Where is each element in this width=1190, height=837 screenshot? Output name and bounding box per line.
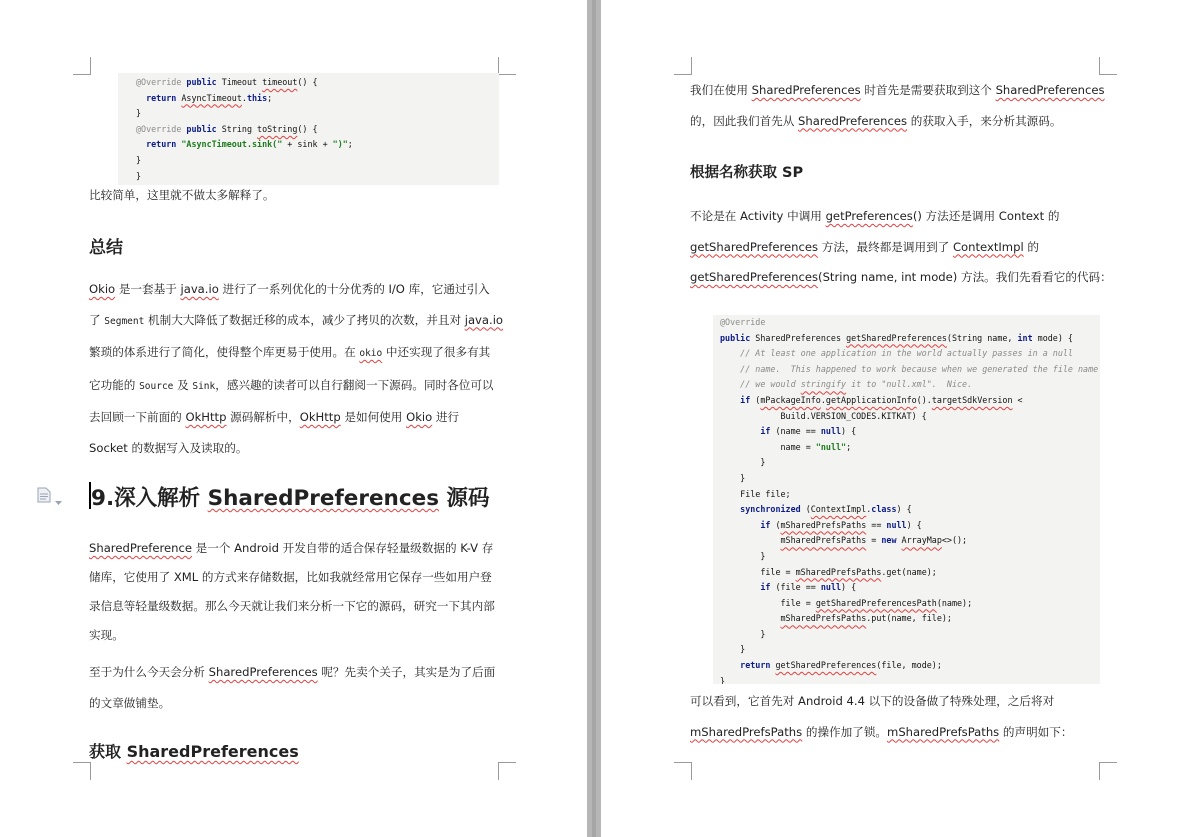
code-token: null: [820, 582, 842, 593]
code-token: ContextImpl: [810, 504, 867, 515]
text-run: 时首先是需要获取到这个: [860, 83, 996, 97]
code-token: .: [820, 394, 826, 405]
code-token: new: [881, 535, 902, 546]
code-line: [713, 440, 1100, 456]
description-paragraph: [690, 201, 1112, 293]
code-token: targetSdkVersion: [931, 394, 1013, 405]
code-token: getApplicationInfo: [825, 394, 917, 405]
text-run: 的获取入手，来分析其源码。: [907, 113, 1062, 128]
text-run: 录信息等轻量级数据。那么今天就让我们来分析一下它的源码，研究一下其内部: [89, 599, 495, 613]
code-line: [713, 455, 1100, 471]
code-token: return: [136, 139, 182, 150]
code-token: // we would: [720, 379, 801, 390]
crop-mark: [674, 762, 692, 780]
text-run: ContextImpl: [952, 239, 1024, 254]
code-token: ;: [267, 92, 273, 103]
code-token: ;: [846, 441, 852, 452]
code-token: public: [720, 332, 756, 343]
code-line: [713, 424, 1100, 440]
paragraph-line: [690, 717, 1100, 748]
code-token: int: [1017, 332, 1033, 343]
obtain-heading-prefix: 获取: [89, 742, 127, 761]
text-run: 是如何使用: [340, 410, 407, 424]
document-page-left: [0, 0, 587, 837]
code-token: "null": [815, 441, 847, 452]
text-run: java.io: [180, 282, 219, 296]
code-token: null: [820, 426, 842, 437]
code-token: AsyncTimeout: [181, 92, 242, 103]
code-line: [713, 346, 1100, 362]
crop-mark: [674, 57, 692, 75]
code-line: [713, 627, 1100, 643]
code-token: @Override: [136, 77, 182, 87]
code-line: [713, 393, 1100, 409]
code-token: mSharedPrefsPaths: [780, 613, 867, 624]
code-token: + sink +: [282, 139, 333, 150]
obtain-heading-keyword: SharedPreferences: [126, 742, 299, 761]
paragraph-line: [89, 657, 504, 688]
text-run: 不论是在 Activity 中调用: [690, 209, 826, 223]
code-line: [118, 153, 499, 169]
text-run: getSharedPreferences: [690, 239, 819, 254]
code-token: getSharedPreferences: [775, 660, 877, 671]
code-token: @Override: [720, 317, 766, 327]
code-token: (: [805, 504, 811, 515]
code-line: [713, 502, 1100, 518]
paragraph-line: [690, 686, 1100, 717]
text-run: Sink: [192, 380, 216, 392]
code-token: getSharedPreferencesPath: [815, 597, 937, 608]
chapter-title-suffix: 源码: [439, 486, 490, 511]
code-token: }: [720, 550, 766, 561]
text-run: 了: [89, 312, 105, 327]
code-token: Build.VERSION_CODES.KITKAT) {: [720, 410, 927, 421]
code-line: [713, 331, 1100, 347]
code-line: [713, 674, 1100, 684]
text-run: 进行了一系列优化的十分优秀的 I/O 库，它通过引入: [218, 282, 490, 296]
code-token: timeout: [262, 77, 298, 87]
code-token: ArrayMap: [901, 535, 942, 546]
text-run: () 方法还是调用 Context 的: [912, 209, 1060, 223]
text-run: SharedPreferences: [208, 665, 318, 679]
text-run: SharedPreferences: [798, 113, 908, 128]
text-run: ，感兴趣的读者可以自行翻阅一下源码。同时各位可以: [215, 377, 494, 392]
code-token: ().: [916, 394, 932, 405]
code-line: [713, 315, 1100, 331]
code-token: ==: [866, 519, 887, 530]
paragraph-line: [89, 534, 504, 563]
code-token: ")": [332, 139, 348, 150]
code-token: }: [720, 644, 746, 655]
code-token: }: [136, 170, 142, 181]
text-run: 繁琐的体系进行了简化，使得整个库更易于使用。在: [89, 345, 360, 359]
code-token: @Override: [136, 123, 182, 134]
code-token: SharedPreferences: [755, 332, 847, 343]
paragraph-line: [89, 402, 504, 433]
code-token: [720, 613, 781, 623]
code-token: (file ==: [775, 582, 821, 593]
text-run: 储库，它使用了 XML 的方式来存储数据，比如我就经常用它保存一些如用户登: [89, 570, 492, 584]
code-token: ) {: [841, 426, 857, 437]
code-token: mSharedPrefsPaths: [780, 535, 867, 546]
code-token: .put(name, file);: [866, 613, 952, 624]
section-heading: 根据名称获取 SP: [690, 165, 804, 181]
code-token: toString: [257, 123, 298, 134]
usage-paragraph: [690, 75, 1105, 136]
text-run: 及: [173, 377, 193, 392]
summary-paragraph: [89, 274, 504, 463]
text-run: mSharedPrefsPaths: [887, 724, 1000, 739]
text-run: SharedPreferences: [995, 83, 1105, 97]
code-line: [713, 518, 1100, 534]
text-run: 源码解析中，: [226, 410, 300, 424]
text-run: 方法，最终都是调用到了: [818, 239, 953, 254]
code-token: (String name,: [946, 332, 1018, 343]
code-token: <>();: [941, 535, 968, 546]
text-run: 是一个 Android 开发自带的适合保存轻量级数据的 K-V 存: [191, 541, 494, 555]
text-run: OkHttp: [185, 410, 227, 424]
text-run: 的声明如下：: [999, 724, 1073, 739]
text-run: okio: [359, 348, 383, 359]
paragraph-line: [89, 274, 504, 305]
paragraph-line: [690, 106, 1100, 137]
code-token: if: [720, 582, 776, 593]
code-token: return: [136, 92, 182, 103]
code-token: }: [136, 154, 142, 165]
intro-paragraph: [89, 534, 504, 650]
text-run: SharedPreferences: [751, 83, 861, 97]
code-line: [713, 596, 1100, 612]
text-run: 呢？先卖个关子，其实是为了后面: [317, 665, 496, 679]
code-line: [713, 580, 1100, 596]
paragraph-line: [89, 592, 504, 621]
code-token: <: [1012, 394, 1023, 405]
code-block-timeout: [118, 73, 499, 185]
code-token: Timeout: [221, 77, 263, 87]
code-token: file =: [720, 597, 816, 608]
why-paragraph: [89, 657, 504, 718]
code-token: }: [720, 457, 766, 468]
summary-heading: 总结: [89, 238, 123, 258]
text-run: 的，因此我们首先从: [690, 113, 799, 128]
document-page-right: [601, 0, 1190, 837]
chapter-title: [91, 481, 490, 512]
code-token: // name. This happened to work because when we generated the file name: [720, 363, 1099, 374]
text-run: Segment: [104, 315, 145, 327]
code-line: [118, 91, 499, 107]
code-block-get-shared-preferences: [713, 315, 1100, 684]
text-run: 进行: [432, 410, 460, 424]
code-line: [713, 362, 1100, 378]
text-run: (String name, int mode) 方法。我们先看看它的代码：: [818, 270, 1112, 284]
code-token: public: [181, 123, 222, 134]
paragraph-line: [89, 433, 504, 464]
code-token: }: [720, 675, 726, 684]
code-token: if: [720, 519, 776, 530]
crop-mark: [498, 57, 516, 75]
crop-mark: [1099, 57, 1117, 75]
crop-mark: [1099, 762, 1117, 780]
paragraph-line: [89, 337, 504, 370]
code-line: [713, 471, 1100, 487]
obtain-heading: [89, 739, 299, 762]
text-run: 是一套基于: [115, 282, 181, 296]
code-token: (: [755, 394, 761, 405]
paragraph-line: [89, 563, 504, 592]
text-run: SharedPreference: [89, 541, 192, 555]
code-token: ) {: [906, 519, 922, 530]
code-line: [713, 549, 1100, 565]
document-icon[interactable]: [37, 487, 51, 507]
text-run: 可以看到，它首先对 Android 4.4 以下的设备做了特殊处理，之后将对: [690, 694, 1055, 708]
paragraph-line: [89, 621, 504, 650]
code-token: () {: [297, 123, 318, 134]
text-run: 去回顾一下前面的: [89, 410, 186, 424]
analysis-paragraph: [690, 686, 1100, 747]
code-token: "AsyncTimeout.sink(": [181, 139, 283, 150]
text-run: 的: [1023, 239, 1039, 254]
code-token: .get(name);: [881, 566, 937, 577]
text-run: Okio: [89, 282, 116, 296]
code-line: [713, 565, 1100, 581]
paragraph-line: [89, 370, 504, 403]
page-gutter: [587, 0, 601, 837]
code-token: ) {: [896, 504, 912, 515]
code-token: it to "null.xml". Nice.: [846, 379, 973, 390]
code-line: [713, 533, 1100, 549]
code-token: // At least one application in the world actually passes in a null: [720, 348, 1073, 359]
code-line: [713, 487, 1100, 503]
code-token: stringify: [800, 379, 847, 390]
code-token: null: [886, 519, 907, 530]
code-line: [118, 137, 499, 153]
code-line: [118, 122, 499, 138]
chapter-title-prefix: 9.深入解析: [91, 486, 208, 511]
text-run: getSharedPreferences: [690, 270, 819, 284]
code-line: [713, 642, 1100, 658]
code-line: [118, 75, 499, 91]
text-run: java.io: [464, 312, 504, 327]
code-line: [713, 658, 1100, 674]
chevron-down-icon[interactable]: [55, 491, 62, 510]
code-token: class: [871, 504, 897, 515]
code-token: }: [720, 628, 766, 639]
code-token: mPackageInfo: [760, 394, 821, 405]
paragraph-line: [89, 305, 504, 338]
paragraph-line: [690, 75, 1105, 106]
code-token: =: [866, 535, 882, 546]
text-run: 它功能的: [89, 377, 140, 392]
text-run: OkHttp: [299, 410, 341, 424]
code-token: mSharedPrefsPaths: [795, 566, 882, 577]
crop-mark: [498, 762, 516, 780]
code-token: return: [720, 660, 776, 671]
text-run: Okio: [406, 410, 433, 424]
paragraph-line: [690, 262, 1112, 293]
crop-mark: [73, 57, 91, 75]
code-token: file =: [720, 566, 796, 577]
text-run: 中还实现了很多有其: [382, 345, 491, 359]
text-run: getPreferences: [825, 209, 913, 223]
code-token: getSharedPreferences: [846, 332, 947, 343]
text-run: Source: [139, 380, 174, 392]
code-token: () {: [297, 77, 318, 87]
crop-mark: [73, 762, 91, 780]
code-token: this: [246, 92, 268, 103]
code-token: (name ==: [775, 426, 821, 437]
code-token: mSharedPrefsPaths: [780, 519, 867, 530]
paragraph-line: [89, 688, 504, 719]
code-token: [720, 535, 781, 545]
code-token: }: [136, 108, 142, 119]
code-token: name =: [720, 441, 816, 452]
text-run: 我们在使用: [690, 83, 752, 97]
code-token: (name);: [936, 597, 973, 608]
code-line: [713, 409, 1100, 425]
code-token: mode) {: [1032, 332, 1073, 343]
code-token: }: [720, 472, 746, 483]
code-token: public: [181, 77, 222, 87]
code-token: (file, mode);: [876, 660, 942, 671]
code-token: ) {: [841, 582, 857, 593]
text-run: 的文章做铺垫。: [89, 695, 171, 710]
after-code-text: 比较简单，这里就不做太多解释了。: [89, 188, 275, 202]
code-token: ;: [347, 139, 353, 150]
text-run: 机制大大降低了数据迁移的成本，减少了拷贝的次数，并且对: [144, 312, 465, 327]
text-run: 至于为什么今天会分析: [89, 665, 209, 679]
paragraph-line: [690, 232, 1100, 263]
code-token: .: [241, 92, 247, 103]
text-run: 的操作加了锁。: [802, 724, 888, 739]
code-token: if: [720, 394, 756, 405]
code-token: .: [866, 504, 872, 515]
text-run: Socket 的数据写入及读取的。: [89, 440, 248, 455]
code-token: synchronized: [720, 504, 806, 515]
code-line: [713, 611, 1100, 627]
code-token: if: [720, 426, 776, 437]
code-token: File file;: [720, 488, 791, 499]
code-token: (: [775, 519, 781, 530]
paragraph-line: [690, 201, 1100, 232]
code-line: [118, 106, 499, 122]
text-run: mSharedPrefsPaths: [690, 724, 803, 739]
code-token: String: [221, 123, 258, 134]
chapter-title-keyword: SharedPreferences: [207, 486, 439, 511]
text-run: 实现。: [89, 628, 124, 642]
code-line: [713, 377, 1100, 393]
